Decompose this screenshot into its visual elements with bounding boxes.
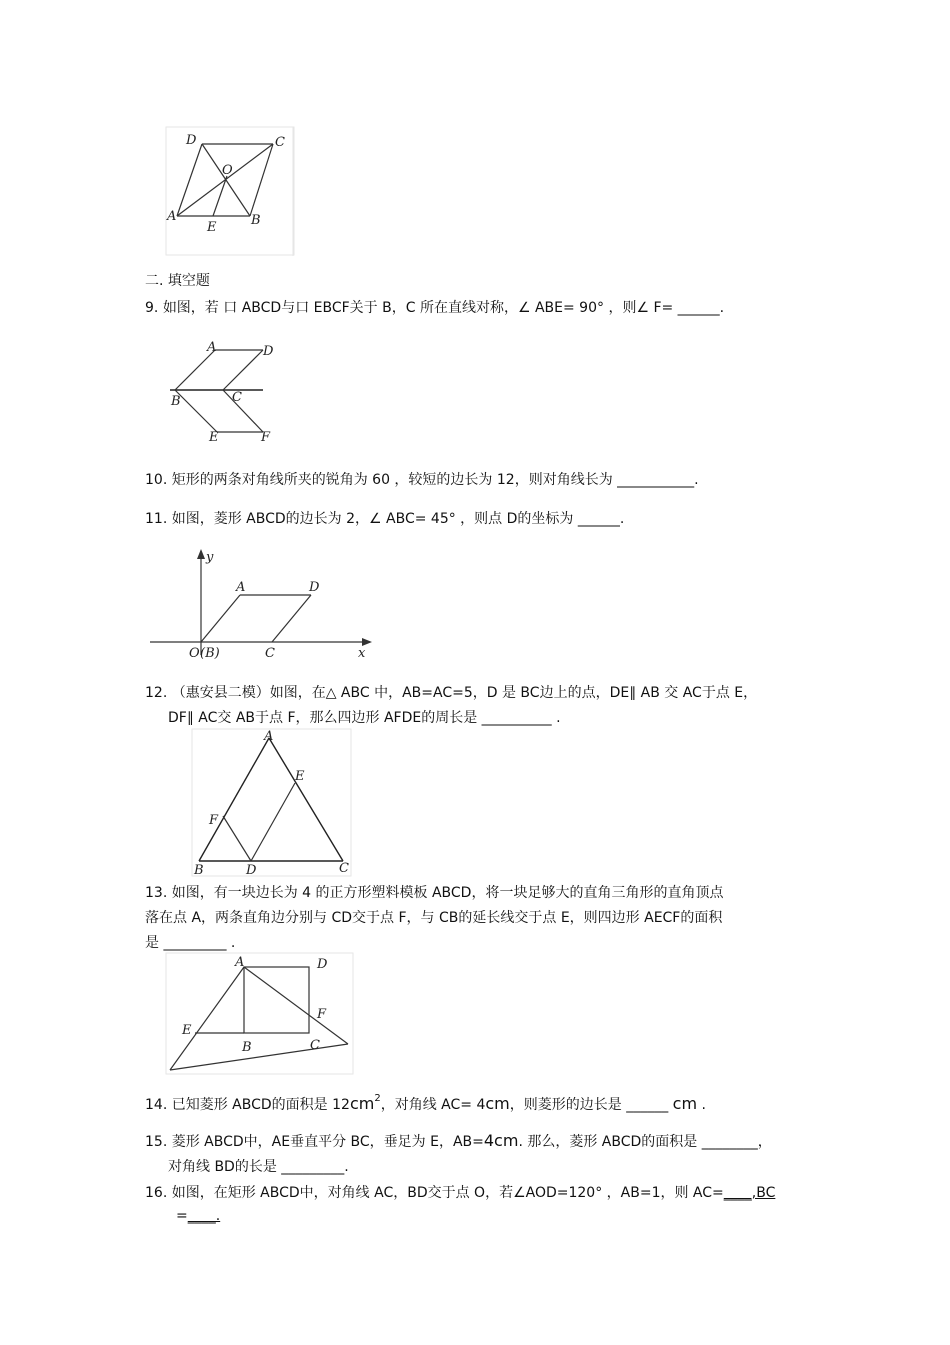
label-A: A [207, 340, 217, 355]
question-number: 9. [145, 300, 159, 316]
question-text: 如图，菱形 ABCD的边长为 2，∠ ABC= 45° ，则点 D的坐标为 ______. [171, 511, 625, 527]
label-E: E [209, 430, 219, 445]
label-B: B [171, 394, 181, 409]
question-15-line1 [145, 1131, 772, 1151]
label-F: F [261, 430, 271, 445]
label-F: F [209, 813, 219, 828]
question-text: 如图，有一块边长为 4 的正方形塑料模板 ABCD，将一块足够大的直角三角形的直角顶点 [171, 885, 724, 901]
question-text: 已知菱形 ABCD的面积是 12 [171, 1097, 350, 1113]
figure-q8-parallelogram [165, 126, 297, 258]
question-text: ，对角线 AC= 4 [380, 1097, 486, 1113]
question-number: 10. [145, 472, 168, 488]
question-text: 如图，若 口 ABCD与口 EBCF关于 B，C 所在直线对称，∠ ABE= 90° ，则∠ F= ______. [162, 300, 725, 316]
label-C: C [232, 390, 242, 405]
label-D: D [246, 863, 257, 878]
answer-blank: ____,BC [723, 1185, 776, 1201]
question-text: ，则菱形的边长是 ______ [509, 1097, 669, 1113]
label-B: B [251, 213, 261, 228]
question-13-line2: 落在点 A，两条直角边分别与 CD交于点 F，与 CB的延长线交于点 E，则四边形 AECF的面积 [145, 910, 723, 926]
question-number: 12. [145, 685, 168, 701]
question-text: . [701, 1097, 706, 1113]
question-16-line2 [176, 1208, 220, 1224]
question-12-line2: DF∥ AC交 AB于点 F，那么四边形 AFDE的周长是 __________ . [168, 710, 561, 726]
figure-q13-square-triangle [165, 952, 355, 1077]
question-text: 矩形的两条对角线所夹的锐角为 60 ，较短的边长为 12，则对角线长为 ___________. [171, 472, 699, 488]
length-value: 4cm [483, 1131, 519, 1150]
label-x: x [358, 646, 366, 661]
question-number: 11. [145, 511, 168, 527]
label-B: B [194, 863, 204, 878]
label-C: C [275, 135, 285, 150]
question-10 [145, 469, 699, 489]
figure-q9-symmetric-parallelograms [165, 335, 285, 447]
unit-cm: cm [485, 1094, 510, 1113]
answer-blank: ____. [187, 1208, 221, 1224]
figure-q12-triangle [191, 728, 353, 878]
label-B-at-origin: (B) [200, 646, 220, 661]
question-number: 16. [145, 1185, 168, 1201]
question-text: 菱形 ABCD中，AE垂直平分 BC，垂足为 E，AB= [171, 1134, 484, 1150]
label-A: A [236, 580, 246, 595]
label-A: A [167, 209, 177, 224]
question-number: 14. [145, 1097, 168, 1113]
label-E: E [295, 769, 305, 784]
label-E: E [182, 1023, 192, 1038]
label-C: C [310, 1038, 320, 1053]
label-O: O [222, 163, 233, 178]
label-B: B [242, 1040, 252, 1055]
label-A: A [235, 955, 245, 970]
label-D: D [263, 344, 274, 359]
question-text: （惠安县二模）如图，在△ ABC 中，AB=AC=5，D 是 BC边上的点，DE∥ AB 交 AC于点 E， [171, 685, 758, 701]
label-F: F [317, 1007, 327, 1022]
unit-cm: cm [672, 1094, 698, 1113]
question-text: = [176, 1208, 188, 1224]
figure-q11-rhombus-coordinates [148, 545, 380, 663]
label-O: O [189, 646, 200, 661]
question-15-line2: 对角线 BD的长是 _________. [168, 1159, 349, 1175]
label-E: E [207, 220, 217, 235]
label-C: C [265, 646, 275, 661]
question-number: 15. [145, 1134, 168, 1150]
question-12-line1 [145, 682, 757, 702]
label-D: D [309, 580, 320, 595]
label-A: A [264, 729, 274, 744]
superscript: 2 [374, 1093, 381, 1104]
question-text: 如图，在矩形 ABCD中，对角线 AC，BD交于点 O，若∠AOD=120° ，AB=1，则 AC= [171, 1185, 724, 1201]
question-13-line1 [145, 882, 723, 902]
question-11 [145, 508, 624, 528]
label-C: C [339, 861, 349, 876]
section-title: 二. 填空题 [145, 273, 210, 289]
question-14 [145, 1094, 706, 1114]
question-16-line1 [145, 1182, 775, 1202]
label-D: D [317, 957, 328, 972]
question-13-line3: 是 _________ . [145, 935, 236, 951]
unit-cm: cm [349, 1094, 375, 1113]
question-9 [145, 297, 724, 317]
label-D: D [186, 133, 197, 148]
question-text: . 那么，菱形 ABCD的面积是 ________， [518, 1134, 772, 1150]
question-number: 13. [145, 885, 168, 901]
label-y: y [206, 550, 214, 565]
